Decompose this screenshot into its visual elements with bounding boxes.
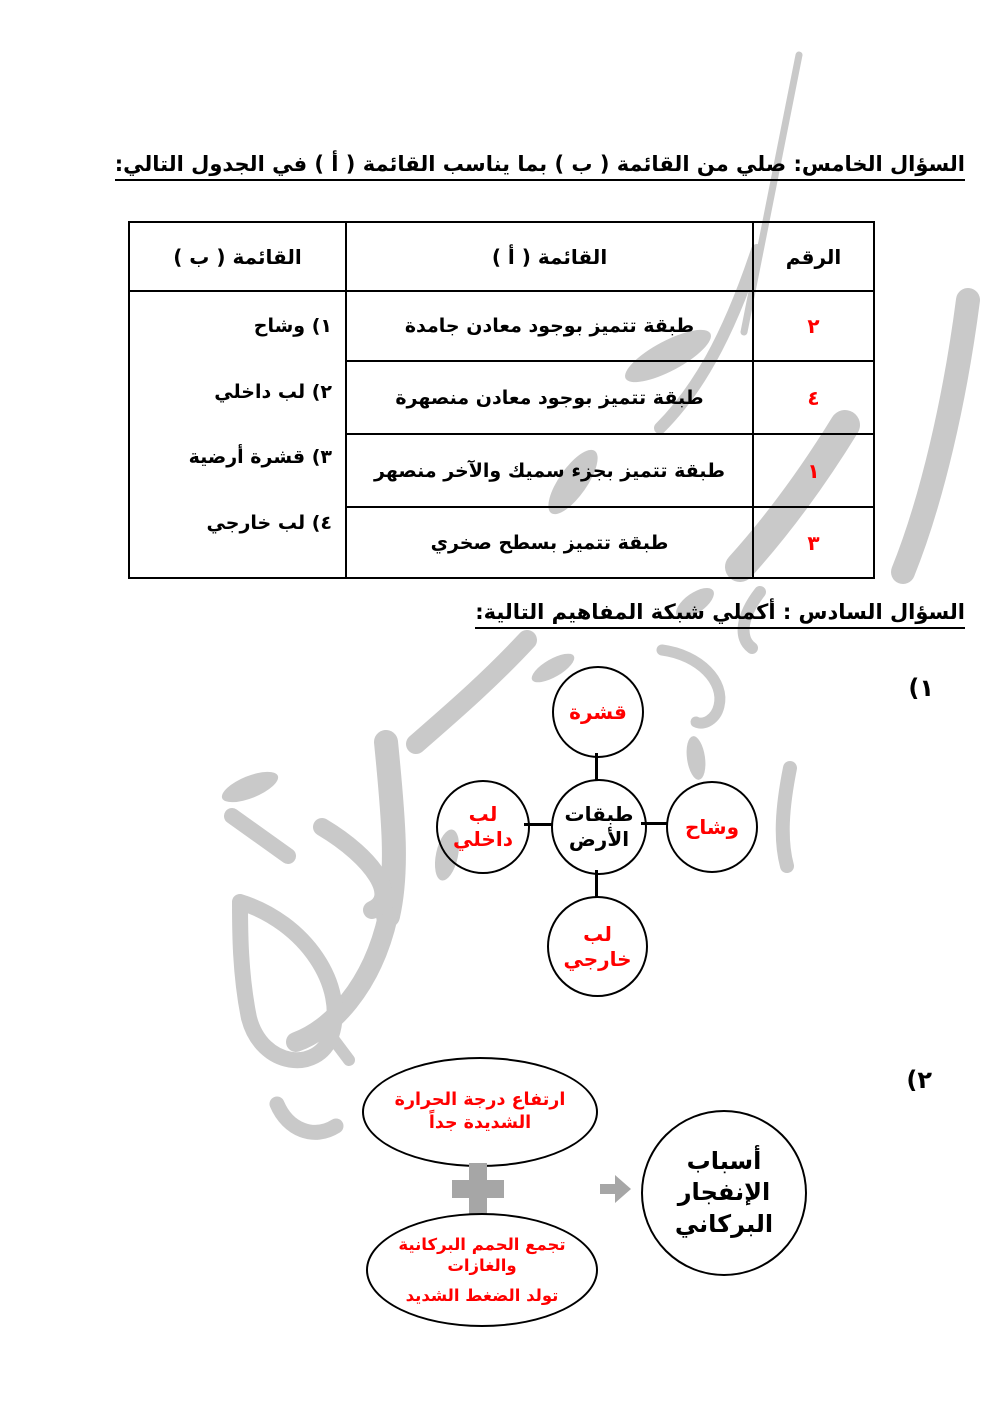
question6-title-text: السؤال السادس : أكملي شبكة المفاهيم التالية:	[475, 600, 965, 629]
answer-number-cell: ٣	[753, 507, 874, 578]
header-number: الرقم	[753, 222, 874, 291]
arrow-right-icon	[600, 1174, 632, 1204]
list-a-cell: طبقة تتميز بوجود معادن منصهرة	[346, 361, 753, 434]
matching-table	[128, 221, 875, 579]
cause1-text: ارتفاع درجة الحرارة الشديدة جداً	[394, 1090, 566, 1133]
list-a-cell: طبقة تتميز بجزء سميك والآخر منصهر	[346, 434, 753, 507]
question5-title-text: السؤال الخامس: صلي من القائمة ( ب ) بما يناسب القائمة ( أ ) في الجدول التالي:	[115, 152, 965, 181]
question6-title	[475, 600, 965, 624]
table-header-row	[129, 222, 874, 291]
list-b-item: ٢) لب داخلي	[214, 380, 332, 403]
table-row	[129, 291, 874, 361]
list-b-items	[131, 301, 344, 568]
concept-node-inner-core	[436, 780, 530, 874]
part2-marker	[906, 1066, 932, 1094]
list-a-cell: طبقة تتميز بوجود معادن جامدة	[346, 291, 753, 361]
list-b-cell	[129, 291, 346, 578]
concept-node-mantle-label: وشاح	[684, 814, 740, 839]
cause2-ellipse	[366, 1213, 598, 1327]
header-list-a: القائمة ( أ )	[346, 222, 753, 291]
concept-node-inner-core-label: لب داخلي	[453, 802, 513, 851]
plus-icon	[452, 1163, 504, 1215]
concept-node-crust	[552, 666, 644, 758]
result-circle-label: أسباب الإنفجار البركاني	[674, 1147, 774, 1238]
answer-number-cell: ٢	[753, 291, 874, 361]
part1-marker	[908, 674, 934, 702]
concept-node-earth-layers	[551, 779, 647, 875]
plus-vertical-bar	[469, 1163, 487, 1215]
concept-node-mantle	[666, 781, 758, 873]
part1-marker-text: (١	[908, 674, 934, 702]
cause1-ellipse	[362, 1057, 598, 1167]
list-b-item: ٣) قشرة أرضية	[188, 446, 332, 469]
list-b-item: ٤) لب خارجي	[206, 511, 332, 534]
cause2-line1: تجمع الحمم البركانية والغازات	[398, 1234, 566, 1276]
answer-number-cell: ٤	[753, 361, 874, 434]
question5-title	[115, 152, 965, 176]
cause2-line2: تولد الضغط الشديد	[405, 1285, 559, 1305]
list-b-item: ١) وشاح	[253, 315, 332, 337]
part2-marker-text: (٢	[906, 1066, 932, 1094]
result-circle	[641, 1110, 807, 1276]
answer-number-cell: ١	[753, 434, 874, 507]
concept-node-earth-layers-label: طبقات الأرض	[564, 802, 634, 851]
concept-node-outer-core-label: لب خارجي	[563, 921, 632, 971]
concept-node-crust-label: قشرة	[569, 699, 627, 724]
header-list-b: القائمة ( ب )	[129, 222, 346, 291]
list-a-cell: طبقة تتميز بسطح صخري	[346, 507, 753, 578]
concept-node-outer-core	[547, 896, 648, 997]
